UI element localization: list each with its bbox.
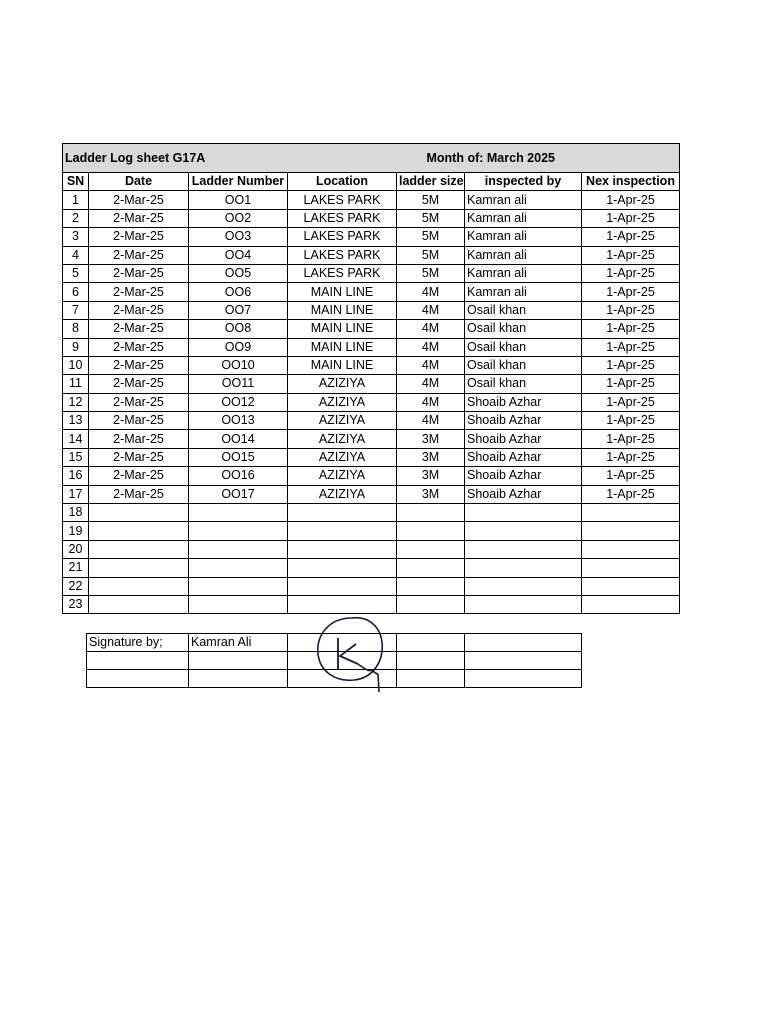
cell-ladder-size: 3M (397, 485, 465, 503)
cell-next-inspection (582, 522, 680, 540)
cell-date: 2-Mar-25 (89, 356, 189, 374)
cell-sn: 6 (63, 283, 89, 301)
cell-location: AZIZIYA (288, 375, 397, 393)
cell-location: LAKES PARK (288, 228, 397, 246)
cell-location: MAIN LINE (288, 320, 397, 338)
cell-location: MAIN LINE (288, 338, 397, 356)
cell-inspected-by (465, 522, 582, 540)
cell-next-inspection (582, 577, 680, 595)
cell-date: 2-Mar-25 (89, 412, 189, 430)
table-row (63, 595, 680, 613)
table-row (63, 430, 680, 448)
signature-label: Signature by; (87, 634, 189, 652)
cell-sn: 3 (63, 228, 89, 246)
cell-sn: 9 (63, 338, 89, 356)
cell-sn: 21 (63, 559, 89, 577)
cell-inspected-by (465, 577, 582, 595)
cell-ladder-size (397, 522, 465, 540)
cell-ladder-size (397, 540, 465, 558)
empty-cell (87, 652, 189, 670)
cell-ladder-size: 5M (397, 209, 465, 227)
table-row (63, 264, 680, 282)
empty-cell (288, 652, 397, 670)
cell-ladder-number: OO1 (189, 191, 288, 209)
cell-date (89, 522, 189, 540)
cell-location: MAIN LINE (288, 356, 397, 374)
cell-date: 2-Mar-25 (89, 209, 189, 227)
cell-location: AZIZIYA (288, 448, 397, 466)
empty-cell (87, 670, 189, 688)
cell-inspected-by: Kamran ali (465, 228, 582, 246)
month-label: Month of: March 2025 (397, 144, 680, 173)
table-row (63, 485, 680, 503)
cell-sn: 18 (63, 504, 89, 522)
table-row (63, 320, 680, 338)
cell-inspected-by: Osail khan (465, 301, 582, 319)
table-row (63, 283, 680, 301)
cell-ladder-size (397, 559, 465, 577)
cell-ladder-size: 4M (397, 375, 465, 393)
cell-inspected-by: Shoaib Azhar (465, 412, 582, 430)
table-row (63, 559, 680, 577)
cell-ladder-number: OO6 (189, 283, 288, 301)
cell-ladder-number: OO17 (189, 485, 288, 503)
cell-date (89, 595, 189, 613)
cell-date: 2-Mar-25 (89, 320, 189, 338)
cell-inspected-by: Shoaib Azhar (465, 485, 582, 503)
cell-sn: 17 (63, 485, 89, 503)
cell-date: 2-Mar-25 (89, 485, 189, 503)
cell-sn: 20 (63, 540, 89, 558)
table-row (63, 467, 680, 485)
table-row (63, 338, 680, 356)
cell-location: LAKES PARK (288, 246, 397, 264)
cell-location: MAIN LINE (288, 301, 397, 319)
cell-inspected-by: Kamran ali (465, 209, 582, 227)
cell-sn: 22 (63, 577, 89, 595)
cell-ladder-size: 3M (397, 448, 465, 466)
cell-ladder-number (189, 577, 288, 595)
cell-sn: 23 (63, 595, 89, 613)
cell-inspected-by (465, 559, 582, 577)
cell-ladder-number (189, 504, 288, 522)
cell-date: 2-Mar-25 (89, 264, 189, 282)
cell-next-inspection: 1-Apr-25 (582, 246, 680, 264)
cell-location: LAKES PARK (288, 264, 397, 282)
cell-ladder-number: OO3 (189, 228, 288, 246)
cell-sn: 7 (63, 301, 89, 319)
table-row (63, 191, 680, 209)
cell-sn: 14 (63, 430, 89, 448)
cell-inspected-by: Kamran ali (465, 264, 582, 282)
cell-ladder-number (189, 540, 288, 558)
cell-date: 2-Mar-25 (89, 467, 189, 485)
cell-ladder-number: OO15 (189, 448, 288, 466)
cell-ladder-number: OO13 (189, 412, 288, 430)
cell-ladder-number: OO14 (189, 430, 288, 448)
empty-cell (465, 652, 582, 670)
column-header-sn: SN (63, 173, 89, 191)
signature-name: Kamran Ali (189, 634, 288, 652)
cell-date: 2-Mar-25 (89, 228, 189, 246)
column-header-date: Date (89, 173, 189, 191)
cell-ladder-size: 4M (397, 283, 465, 301)
cell-date (89, 504, 189, 522)
table-row (63, 393, 680, 411)
empty-cell (189, 652, 288, 670)
table-row (63, 448, 680, 466)
cell-inspected-by: Shoaib Azhar (465, 393, 582, 411)
cell-date (89, 559, 189, 577)
table-row (63, 375, 680, 393)
empty-cell (465, 634, 582, 652)
cell-ladder-number: OO16 (189, 467, 288, 485)
table-row (63, 540, 680, 558)
ladder-log-table (62, 143, 680, 614)
empty-cell (397, 634, 465, 652)
cell-inspected-by: Shoaib Azhar (465, 430, 582, 448)
cell-inspected-by: Osail khan (465, 320, 582, 338)
signature-cell (288, 634, 397, 652)
cell-date: 2-Mar-25 (89, 375, 189, 393)
cell-next-inspection: 1-Apr-25 (582, 412, 680, 430)
empty-cell (397, 670, 465, 688)
cell-inspected-by: Osail khan (465, 375, 582, 393)
empty-cell (397, 652, 465, 670)
signature-row-empty (87, 670, 582, 688)
cell-next-inspection: 1-Apr-25 (582, 467, 680, 485)
cell-next-inspection: 1-Apr-25 (582, 191, 680, 209)
cell-ladder-size (397, 577, 465, 595)
cell-location (288, 577, 397, 595)
cell-date: 2-Mar-25 (89, 393, 189, 411)
cell-location: LAKES PARK (288, 191, 397, 209)
cell-inspected-by (465, 540, 582, 558)
cell-ladder-size: 4M (397, 301, 465, 319)
column-header-ladder-size: ladder size (397, 173, 465, 191)
cell-next-inspection: 1-Apr-25 (582, 301, 680, 319)
cell-inspected-by: Kamran ali (465, 246, 582, 264)
table-row (63, 577, 680, 595)
cell-ladder-size: 4M (397, 320, 465, 338)
cell-inspected-by (465, 595, 582, 613)
table-row (63, 228, 680, 246)
cell-inspected-by: Kamran ali (465, 283, 582, 301)
column-header-location: Location (288, 173, 397, 191)
cell-next-inspection (582, 504, 680, 522)
table-row (63, 246, 680, 264)
cell-next-inspection: 1-Apr-25 (582, 209, 680, 227)
cell-ladder-number (189, 595, 288, 613)
cell-sn: 13 (63, 412, 89, 430)
cell-ladder-size (397, 504, 465, 522)
cell-inspected-by: Kamran ali (465, 191, 582, 209)
cell-ladder-size: 4M (397, 338, 465, 356)
empty-cell (189, 670, 288, 688)
cell-location (288, 540, 397, 558)
cell-ladder-number: OO11 (189, 375, 288, 393)
cell-ladder-size (397, 595, 465, 613)
signature-row-empty (87, 652, 582, 670)
cell-next-inspection (582, 595, 680, 613)
cell-next-inspection: 1-Apr-25 (582, 356, 680, 374)
cell-location: AZIZIYA (288, 485, 397, 503)
table-row (63, 356, 680, 374)
cell-sn: 11 (63, 375, 89, 393)
empty-cell (465, 670, 582, 688)
cell-sn: 16 (63, 467, 89, 485)
cell-ladder-size: 3M (397, 430, 465, 448)
cell-date: 2-Mar-25 (89, 191, 189, 209)
cell-next-inspection: 1-Apr-25 (582, 228, 680, 246)
cell-sn: 2 (63, 209, 89, 227)
cell-ladder-number: OO4 (189, 246, 288, 264)
cell-ladder-size: 3M (397, 467, 465, 485)
cell-location (288, 595, 397, 613)
cell-next-inspection: 1-Apr-25 (582, 320, 680, 338)
cell-location (288, 504, 397, 522)
column-header-ladder-number: Ladder Number (189, 173, 288, 191)
cell-next-inspection: 1-Apr-25 (582, 264, 680, 282)
cell-inspected-by (465, 504, 582, 522)
cell-sn: 5 (63, 264, 89, 282)
cell-sn: 8 (63, 320, 89, 338)
cell-next-inspection: 1-Apr-25 (582, 393, 680, 411)
cell-ladder-number: OO9 (189, 338, 288, 356)
cell-location: AZIZIYA (288, 430, 397, 448)
cell-date (89, 577, 189, 595)
cell-date: 2-Mar-25 (89, 448, 189, 466)
cell-next-inspection: 1-Apr-25 (582, 338, 680, 356)
cell-ladder-size: 4M (397, 412, 465, 430)
cell-sn: 19 (63, 522, 89, 540)
cell-location (288, 522, 397, 540)
cell-ladder-number (189, 559, 288, 577)
cell-inspected-by: Osail khan (465, 338, 582, 356)
cell-date: 2-Mar-25 (89, 338, 189, 356)
cell-ladder-number: OO10 (189, 356, 288, 374)
cell-date (89, 540, 189, 558)
cell-ladder-number: OO8 (189, 320, 288, 338)
cell-location: MAIN LINE (288, 283, 397, 301)
cell-location (288, 559, 397, 577)
column-header-inspected-by: inspected by (465, 173, 582, 191)
cell-inspected-by: Shoaib Azhar (465, 448, 582, 466)
table-row (63, 209, 680, 227)
cell-ladder-number (189, 522, 288, 540)
table-row (63, 412, 680, 430)
cell-inspected-by: Osail khan (465, 356, 582, 374)
cell-ladder-size: 5M (397, 228, 465, 246)
cell-next-inspection: 1-Apr-25 (582, 485, 680, 503)
cell-ladder-size: 4M (397, 393, 465, 411)
cell-date: 2-Mar-25 (89, 301, 189, 319)
cell-inspected-by: Shoaib Azhar (465, 467, 582, 485)
header-row (63, 173, 680, 191)
cell-next-inspection: 1-Apr-25 (582, 448, 680, 466)
cell-ladder-number: OO12 (189, 393, 288, 411)
table-row (63, 504, 680, 522)
cell-location: AZIZIYA (288, 467, 397, 485)
empty-cell (288, 670, 397, 688)
column-header-next-inspection: Nex inspection (582, 173, 680, 191)
cell-sn: 12 (63, 393, 89, 411)
cell-ladder-number: OO2 (189, 209, 288, 227)
cell-sn: 15 (63, 448, 89, 466)
cell-ladder-size: 4M (397, 356, 465, 374)
cell-ladder-number: OO7 (189, 301, 288, 319)
cell-date: 2-Mar-25 (89, 430, 189, 448)
cell-location: AZIZIYA (288, 412, 397, 430)
cell-sn: 10 (63, 356, 89, 374)
cell-next-inspection (582, 540, 680, 558)
cell-next-inspection: 1-Apr-25 (582, 283, 680, 301)
table-row (63, 522, 680, 540)
signature-table (86, 633, 582, 688)
cell-sn: 4 (63, 246, 89, 264)
cell-next-inspection: 1-Apr-25 (582, 430, 680, 448)
cell-ladder-number: OO5 (189, 264, 288, 282)
cell-date: 2-Mar-25 (89, 246, 189, 264)
table-row (63, 301, 680, 319)
title-row (63, 144, 680, 173)
cell-sn: 1 (63, 191, 89, 209)
cell-date: 2-Mar-25 (89, 283, 189, 301)
cell-location: AZIZIYA (288, 393, 397, 411)
signature-row (87, 634, 582, 652)
cell-ladder-size: 5M (397, 246, 465, 264)
sheet-title: Ladder Log sheet G17A (63, 144, 397, 173)
cell-next-inspection (582, 559, 680, 577)
cell-ladder-size: 5M (397, 191, 465, 209)
cell-location: LAKES PARK (288, 209, 397, 227)
cell-ladder-size: 5M (397, 264, 465, 282)
cell-next-inspection: 1-Apr-25 (582, 375, 680, 393)
